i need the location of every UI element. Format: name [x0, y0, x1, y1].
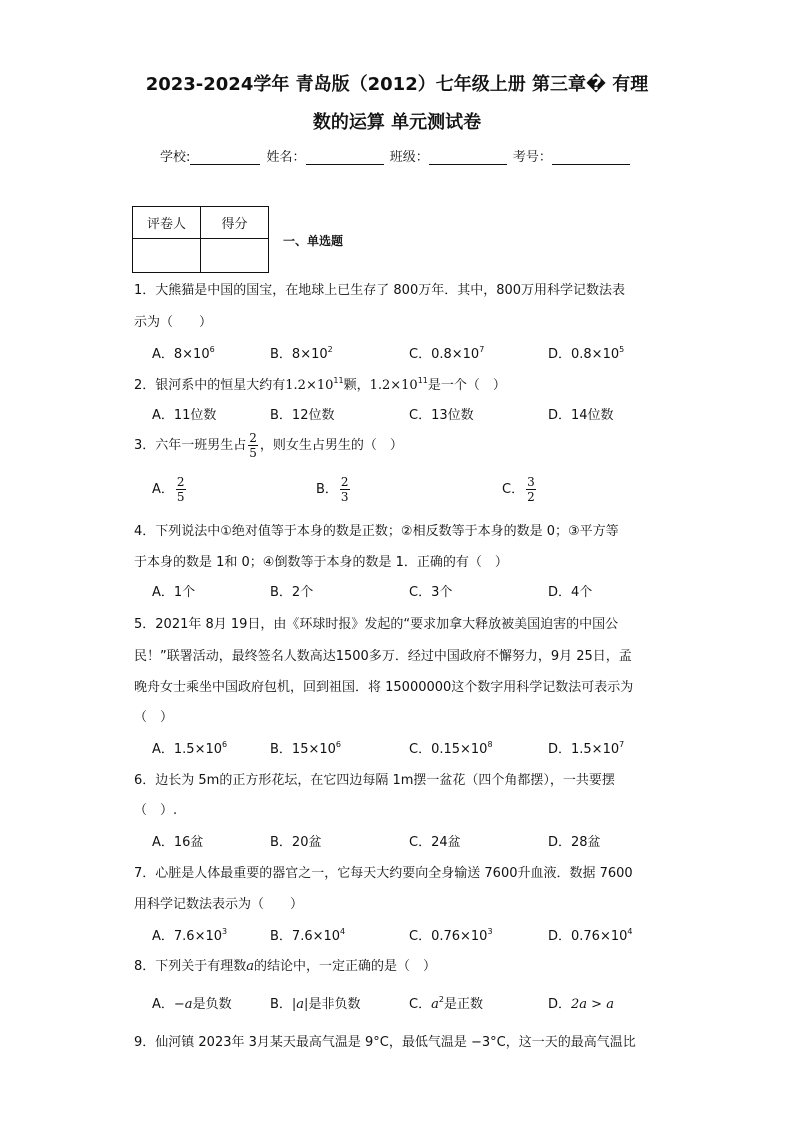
- option-c-prefix: C．: [409, 997, 432, 1012]
- option-b[interactable]: [316, 476, 352, 503]
- option-d[interactable]: D．14位数: [548, 408, 614, 423]
- question-5-line2: 民！”联署活动，最终签名人数高达1500多万．经过中国政府不懈努力，9月 25日，孟: [134, 649, 632, 664]
- numerator: 2: [249, 431, 257, 445]
- question-3: [134, 432, 403, 459]
- student-info-line: [160, 146, 632, 165]
- q2-value-1: 1.2×10: [285, 378, 334, 393]
- question-6-line2: （ ）.: [134, 803, 178, 818]
- q2-value-2: 1.2×10: [369, 378, 418, 393]
- q2-text-2: 颗，: [343, 378, 370, 393]
- q8-text-1: 8．下列关于有理数: [134, 959, 247, 974]
- question-1-line2: 示为（ ）: [134, 315, 213, 330]
- q3-fraction: [248, 432, 258, 459]
- option-b[interactable]: [270, 925, 345, 944]
- option-c-text: C．0.8×10: [409, 347, 480, 362]
- option-a[interactable]: [152, 343, 215, 362]
- option-c-fraction: [526, 476, 536, 503]
- option-b-exp: 6: [335, 740, 341, 749]
- option-a[interactable]: A．1个: [152, 585, 196, 600]
- denominator: 2: [527, 490, 535, 504]
- question-5-line3: 晚舟女士乘坐中国政府包机，回到祖国．将 15000000这个数字用科学记数法可表示为: [134, 680, 634, 695]
- q2-exp-1: 11: [333, 376, 344, 385]
- question-2: [134, 374, 506, 393]
- option-d-exp: 7: [619, 740, 625, 749]
- option-b[interactable]: B．20盆: [270, 835, 322, 850]
- option-c-text: C．: [502, 482, 525, 497]
- option-c-exp: 8: [487, 740, 493, 749]
- question-9-line1: 9．仙河镇 2023年 3月某天最高气温是 9°C，最低气温是 −3°C，这一天的最高气温比: [134, 1035, 636, 1050]
- option-a-exp: 3: [222, 927, 228, 936]
- option-b-text: B．8×10: [270, 347, 328, 362]
- denominator: 5: [249, 446, 257, 460]
- question-7-line1: 7．心脏是人体最重要的器官之一，它每天大约要向全身输送 7600升血液．数据 7600: [134, 866, 633, 881]
- option-d[interactable]: [548, 993, 614, 1012]
- option-c[interactable]: C．3个: [409, 585, 453, 600]
- reviewer-cell[interactable]: [133, 239, 201, 273]
- option-d[interactable]: D．28盆: [548, 835, 601, 850]
- option-a-text: A．7.6×10: [152, 929, 223, 944]
- option-a[interactable]: [152, 925, 227, 944]
- option-b-math: |a|: [291, 997, 309, 1012]
- option-b[interactable]: [270, 993, 360, 1012]
- option-d-text: D．1.5×10: [548, 742, 620, 757]
- option-c-text: C．0.15×10: [409, 742, 488, 757]
- question-4-line2: 于本身的数是 1和 0；④倒数等于本身的数是 1．正确的有（ ）: [134, 555, 508, 570]
- name-label: 姓名：: [266, 150, 306, 165]
- option-d[interactable]: D．4个: [548, 585, 593, 600]
- reviewer-header: 评卷人: [133, 207, 201, 239]
- option-c[interactable]: [409, 925, 493, 944]
- class-label: 班级：: [389, 150, 429, 165]
- q2-exp-2: 11: [417, 376, 428, 385]
- exam-title-line2: 数的运算 单元测试卷: [312, 112, 482, 133]
- option-a-prefix: A．: [152, 997, 174, 1012]
- score-header: 得分: [201, 207, 269, 239]
- q3-text-1: 3．六年一班男生占: [134, 438, 247, 453]
- option-d[interactable]: [548, 738, 624, 757]
- option-b-text: B．7.6×10: [270, 929, 341, 944]
- option-c-math: a: [431, 997, 439, 1012]
- question-4-line1: 4．下列说法中①绝对值等于本身的数是正数；②相反数等于本身的数是 0；③平方等: [134, 524, 619, 539]
- option-c-text: 是正数: [443, 997, 483, 1012]
- option-c[interactable]: C．13位数: [409, 408, 474, 423]
- option-a[interactable]: [152, 993, 232, 1012]
- option-a[interactable]: A．16盆: [152, 835, 204, 850]
- class-blank[interactable]: [429, 150, 507, 165]
- option-d-text: D．0.76×10: [548, 929, 628, 944]
- option-a-text: A．: [152, 482, 174, 497]
- school-blank[interactable]: [190, 150, 260, 165]
- option-c-exp: 2: [438, 995, 444, 1004]
- q2-text-3: 是一个（ ）: [427, 378, 506, 393]
- option-a-exp: 6: [209, 345, 215, 354]
- section-heading: 一、单选题: [283, 234, 344, 248]
- option-c-exp: 3: [487, 927, 493, 936]
- q8-variable: a: [246, 959, 255, 974]
- exam-title-line1: 2023-2024学年 青岛版（2012）七年级上册 第三章� 有理: [145, 74, 649, 95]
- q2-text-1: 2．银河系中的恒星大约有: [134, 378, 286, 393]
- option-c-exp: 7: [479, 345, 485, 354]
- option-b-fraction: [340, 476, 350, 503]
- option-a-fraction: [176, 476, 186, 503]
- option-a[interactable]: A．11位数: [152, 408, 217, 423]
- option-d-text: D．0.8×10: [548, 347, 620, 362]
- option-c-text: C．0.76×10: [409, 929, 488, 944]
- option-a-math: −a: [173, 997, 193, 1012]
- option-b[interactable]: [270, 738, 341, 757]
- option-b-exp: 4: [340, 927, 346, 936]
- option-a-text: 是负数: [192, 997, 232, 1012]
- option-d-math: 2a > a: [571, 997, 614, 1012]
- option-d[interactable]: [548, 343, 624, 362]
- option-b-text: B．: [316, 482, 338, 497]
- numerator: 2: [176, 475, 185, 489]
- numerator: 3: [527, 475, 535, 489]
- option-a[interactable]: [152, 476, 188, 503]
- option-d-prefix: D．: [548, 997, 572, 1012]
- question-8: [134, 955, 436, 974]
- number-blank[interactable]: [552, 150, 630, 165]
- score-cell[interactable]: [201, 239, 269, 273]
- option-d-exp: 4: [627, 927, 633, 936]
- option-c[interactable]: [409, 993, 483, 1012]
- option-c[interactable]: C．24盆: [409, 835, 461, 850]
- option-b[interactable]: B．12位数: [270, 408, 335, 423]
- option-d-exp: 5: [619, 345, 625, 354]
- option-b-text: 是非负数: [308, 997, 361, 1012]
- question-7-line2: 用科学记数法表示为（ ）: [134, 897, 304, 912]
- name-blank[interactable]: [306, 150, 384, 165]
- question-5-line4: （ ）: [134, 710, 174, 725]
- option-a-text: A．8×10: [152, 347, 210, 362]
- question-1-line1: 1．大熊猫是中国的国宝，在地球上已生存了 800万年．其中，800万用科学记数法表: [134, 283, 626, 298]
- option-c[interactable]: [409, 738, 493, 757]
- option-b-exp: 2: [327, 345, 333, 354]
- option-a-text: A．1.5×10: [152, 742, 223, 757]
- option-d[interactable]: [548, 925, 632, 944]
- q3-text-2: ，则女生占男生的（ ）: [259, 438, 403, 453]
- denominator: 3: [340, 490, 349, 504]
- option-c[interactable]: [502, 476, 538, 503]
- option-b[interactable]: B．2个: [270, 585, 314, 600]
- option-a-exp: 6: [222, 740, 228, 749]
- numerator: 2: [340, 475, 349, 489]
- option-b-prefix: B．: [270, 997, 292, 1012]
- q8-text-2: 的结论中，一定正确的是（ ）: [254, 959, 437, 974]
- question-6-line1: 6．边长为 5m的正方形花坛，在它四边每隔 1m摆一盆花（四个角都摆），一共要摆: [134, 773, 615, 788]
- option-c[interactable]: [409, 343, 484, 362]
- denominator: 5: [176, 490, 185, 504]
- option-b-text: B．15×10: [270, 742, 336, 757]
- question-5-line1: 5．2021年 8月 19日，由《环球时报》发起的“要求加拿大释放被美国迫害的中国公: [134, 617, 619, 632]
- option-a[interactable]: [152, 738, 227, 757]
- number-label: 考号：: [512, 150, 552, 165]
- score-table: [132, 206, 269, 273]
- school-label: 学校:: [160, 150, 191, 165]
- option-b[interactable]: [270, 343, 333, 362]
